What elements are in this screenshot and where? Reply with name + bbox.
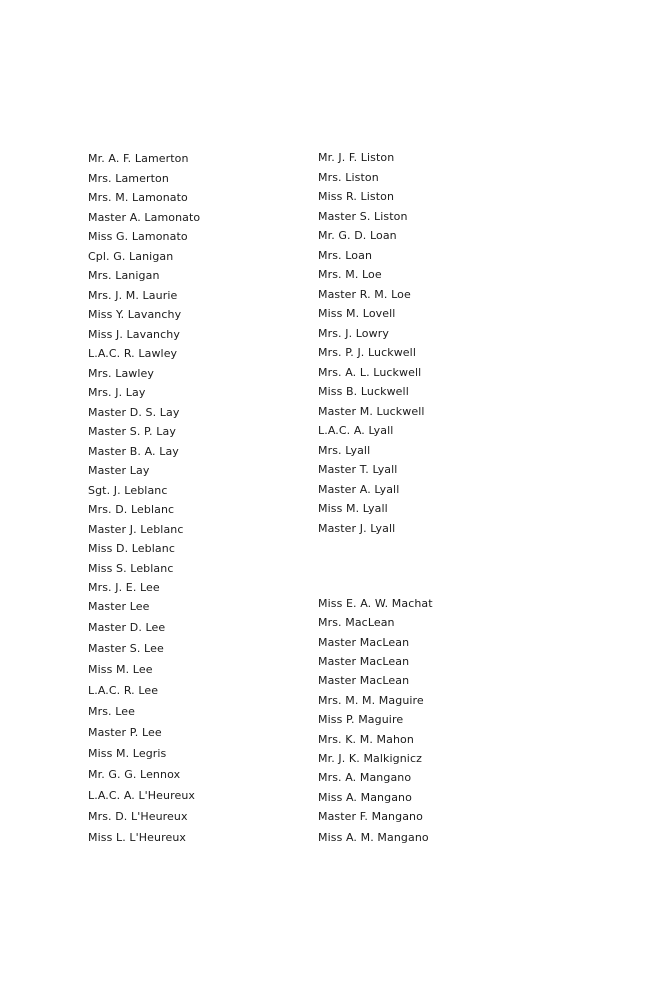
left-column-name-entry: Master S. P. Lay: [88, 425, 176, 438]
right-column-name-entry: Mrs. J. Lowry: [318, 326, 389, 340]
right-column-name-entry: Master MacLean: [318, 636, 410, 649]
left-column-name-entry: Miss M. Legris: [88, 747, 167, 760]
right-column-name-entry: Mrs. K. M. Mahon: [318, 733, 414, 746]
left-column-name-entry: Mrs. Lawley: [88, 366, 155, 380]
right-column-name-entry: Master S. Liston: [318, 209, 408, 223]
left-column-name-entry: Miss L. L'Heureux: [88, 831, 187, 844]
right-column-name-entry: Master R. M. Loe: [318, 287, 411, 301]
left-column-name-entry: Master Lee: [88, 600, 150, 613]
left-column-name-entry: Miss D. Leblanc: [88, 542, 175, 555]
right-column-name-entry: Miss M. Lovell: [318, 307, 396, 320]
right-column-name-entry: Master F. Mangano: [318, 810, 423, 823]
left-column-name-entry: Mrs. Lanigan: [88, 269, 160, 282]
left-column-name-entry: Master D. Lee: [88, 621, 166, 634]
right-column-name-entry: Mrs. Liston: [318, 170, 379, 184]
right-column-name-entry: Miss A. Mangano: [318, 791, 412, 804]
right-column-name-entry: Mrs. MacLean: [318, 616, 395, 629]
right-column-name-entry: Miss A. M. Mangano: [318, 831, 429, 844]
left-column-name-entry: Master A. Lamonato: [88, 210, 201, 224]
right-column-name-entry: Master MacLean: [318, 655, 410, 668]
left-column-name-entry: Master S. Lee: [88, 642, 164, 655]
right-column-name-entry: Miss E. A. W. Machat: [318, 597, 433, 610]
left-column-name-entry: Miss S. Leblanc: [88, 561, 174, 575]
left-column-name-entry: Mrs. M. Lamonato: [88, 191, 188, 204]
left-column-name-entry: Mr. G. G. Lennox: [88, 768, 181, 781]
right-column-name-entry: L.A.C. A. Lyall: [318, 424, 394, 437]
right-column-name-entry: Mrs. P. J. Luckwell: [318, 346, 416, 359]
left-column-name-entry: Mrs. D. Leblanc: [88, 503, 175, 516]
left-column-name-entry: Master J. Leblanc: [88, 522, 184, 536]
left-column-name-entry: Mrs. J. E. Lee: [88, 581, 160, 594]
left-column-name-entry: Miss M. Lee: [88, 663, 153, 676]
right-column-name-entry: Mr. J. K. Malkignicz: [318, 752, 422, 765]
right-column-name-entry: Miss R. Liston: [318, 190, 395, 203]
left-column-name-entry: Master B. A. Lay: [88, 444, 179, 458]
left-column-name-entry: Miss G. Lamonato: [88, 230, 188, 243]
right-column-name-entry: Master T. Lyall: [318, 463, 398, 476]
right-column-name-entry: Miss P. Maguire: [318, 713, 404, 726]
left-column-name-entry: L.A.C. R. Lee: [88, 684, 159, 697]
left-column-name-entry: Cpl. G. Lanigan: [88, 249, 174, 263]
right-column-name-entry: Miss M. Lyall: [318, 502, 388, 515]
left-column-name-entry: Miss Y. Lavanchy: [88, 308, 182, 321]
right-column-name-entry: Master A. Lyall: [318, 482, 400, 496]
right-column-name-entry: Master M. Luckwell: [318, 404, 425, 418]
left-column-name-entry: Mrs. J. Lay: [88, 386, 146, 399]
left-column-name-entry: L.A.C. R. Lawley: [88, 347, 178, 360]
left-column-name-entry: Miss J. Lavanchy: [88, 327, 180, 341]
right-column-name-entry: Master J. Lyall: [318, 521, 396, 535]
right-column-name-entry: Mrs. A. Mangano: [318, 771, 412, 784]
left-column-name-entry: Sgt. J. Leblanc: [88, 483, 168, 497]
right-column-name-entry: Miss B. Luckwell: [318, 385, 409, 398]
left-column-name-entry: Master Lay: [88, 464, 150, 477]
right-column-name-entry: Mr. J. F. Liston: [318, 151, 395, 164]
left-column-name-entry: L.A.C. A. L'Heureux: [88, 789, 196, 802]
left-column-name-entry: Mrs. J. M. Laurie: [88, 288, 178, 302]
right-column-name-entry: Master MacLean: [318, 674, 410, 687]
right-column-name-entry: Mrs. M. M. Maguire: [318, 694, 424, 707]
right-column-name-entry: Mrs. M. Loe: [318, 268, 382, 281]
right-column-name-entry: Mr. G. D. Loan: [318, 229, 397, 242]
left-column-name-entry: Master D. S. Lay: [88, 405, 180, 419]
right-column-name-entry: Mrs. Lyall: [318, 443, 371, 457]
left-column-name-entry: Mrs. Lamerton: [88, 171, 169, 185]
left-column-name-entry: Mrs. Lee: [88, 705, 136, 718]
left-column-name-entry: Mr. A. F. Lamerton: [88, 152, 189, 165]
left-column-name-entry: Mrs. D. L'Heureux: [88, 810, 188, 823]
left-column-name-entry: Master P. Lee: [88, 726, 162, 739]
right-column-name-entry: Mrs. A. L. Luckwell: [318, 365, 422, 379]
right-column-name-entry: Mrs. Loan: [318, 248, 373, 262]
